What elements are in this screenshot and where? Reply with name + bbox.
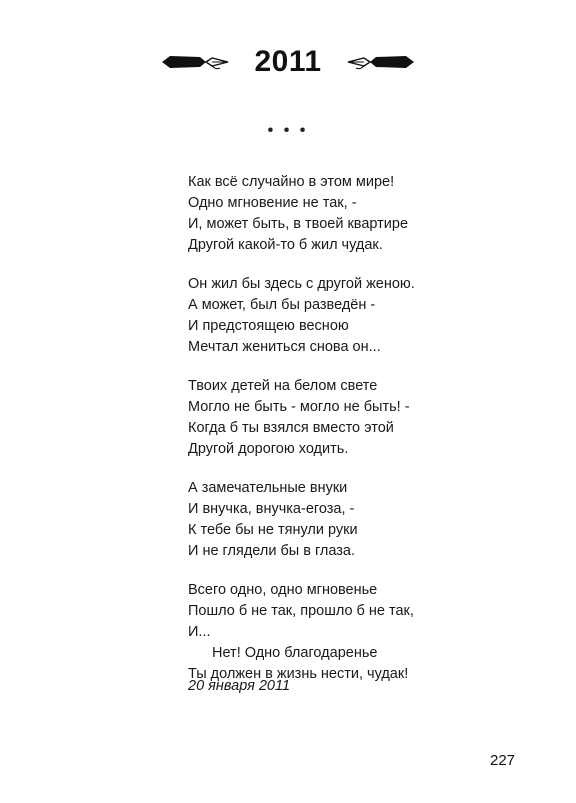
poem-date: 20 января 2011 bbox=[188, 678, 291, 694]
stanza bbox=[188, 274, 518, 358]
poem-line: И предстоящею весною bbox=[188, 318, 349, 334]
poem-line: Одно мгновение не так, - bbox=[188, 195, 357, 211]
poem-line: Нет! Одно благодаренье bbox=[212, 645, 378, 661]
poem-line: И внучка, внучка-егоза, - bbox=[188, 501, 355, 517]
chapter-header bbox=[0, 40, 576, 84]
stanza bbox=[188, 376, 518, 460]
poem-line: К тебе бы не тянули руки bbox=[188, 522, 358, 538]
stanza bbox=[188, 172, 518, 256]
poem-line: И не глядели бы в глаза. bbox=[188, 543, 356, 559]
stanza bbox=[188, 580, 518, 685]
poem-line: И... bbox=[188, 624, 211, 640]
poem-line: Пошло б не так, прошло б не так, bbox=[188, 603, 414, 619]
year-heading: 2011 bbox=[254, 45, 322, 78]
poem-line: А может, был бы разведён - bbox=[188, 297, 376, 313]
fountain-pen-icon bbox=[346, 51, 416, 73]
poem-line: Мечтал жениться снова он... bbox=[188, 339, 381, 355]
poem-line: Ты должен в жизнь нести, чудак! bbox=[188, 666, 409, 682]
poem-line: И, может быть, в твоей квартире bbox=[188, 216, 409, 232]
poem-line: А замечательные внуки bbox=[188, 480, 348, 496]
poem-line: Он жил бы здесь с другой женою. bbox=[188, 276, 415, 292]
poem-line: Всего одно, одно мгновенье bbox=[188, 582, 378, 598]
poem-line: Другой какой-то б жил чудак. bbox=[188, 237, 383, 253]
stanza-separator: • • • bbox=[267, 122, 309, 139]
fountain-pen-icon bbox=[160, 51, 230, 73]
page-number: 227 bbox=[490, 752, 516, 769]
poem-line: Другой дорогою ходить. bbox=[188, 441, 349, 457]
stanza bbox=[188, 478, 518, 562]
poem-line: Твоих детей на белом свете bbox=[188, 378, 378, 394]
poem-body bbox=[188, 172, 518, 703]
poem-line: Как всё случайно в этом мире! bbox=[188, 174, 395, 190]
poem-line: Когда б ты взялся вместо этой bbox=[188, 420, 394, 436]
poem-line: Могло не быть - могло не быть! - bbox=[188, 399, 410, 415]
